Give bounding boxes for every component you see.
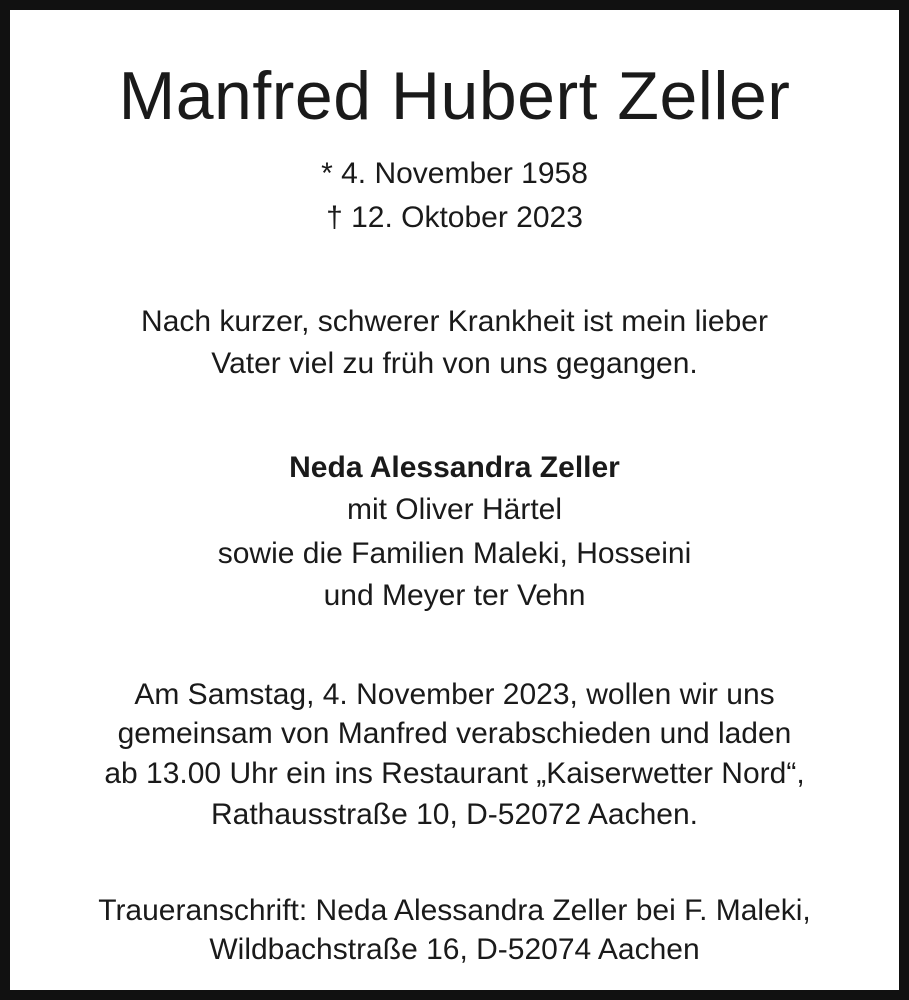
message-line: Vater viel zu früh von uns gegangen. (211, 347, 698, 380)
death-date: † 12. Oktober 2023 (326, 201, 583, 234)
ceremony-line: Rathausstraße 10, D-52072 Aachen. (211, 798, 698, 831)
ceremony-line: ab 13.00 Uhr ein ins Restaurant „Kaiserwetter Nord“, (104, 757, 805, 790)
primary-mourner: Neda Alessandra Zeller (289, 451, 620, 484)
ceremony-line: Am Samstag, 4. November 2023, wollen wir uns (134, 678, 775, 711)
ceremony-line: gemeinsam von Manfred verabschieden und laden (117, 717, 792, 750)
deceased-name: Manfred Hubert Zeller (118, 58, 791, 134)
mourner-line: mit Oliver Härtel (346, 493, 563, 526)
message-line: Nach kurzer, schwerer Krankheit ist mein lieber (141, 305, 768, 338)
mourning-address-line: Traueranschrift: Neda Alessandra Zeller bei F. Maleki, (98, 894, 811, 927)
mourner-line: und Meyer ter Vehn (323, 579, 586, 612)
mourner-line: sowie die Familien Maleki, Hosseini (217, 537, 692, 570)
birth-date: * 4. November 1958 (321, 157, 588, 190)
mourning-address-line: Wildbachstraße 16, D-52074 Aachen (209, 933, 700, 966)
